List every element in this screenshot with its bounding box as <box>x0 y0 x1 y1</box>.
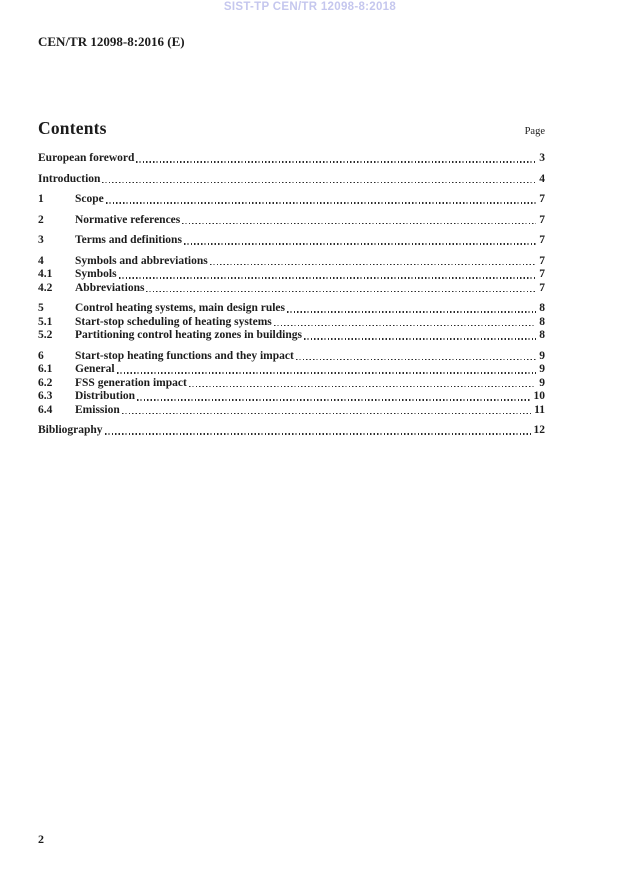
toc-entry-label: European foreword <box>38 152 135 164</box>
toc-entry[interactable] <box>38 193 545 207</box>
toc-dot-leader <box>296 359 536 360</box>
toc-dot-leader <box>184 243 536 244</box>
toc-entry-number: 6.3 <box>38 390 53 402</box>
toc-entry-label: Scope <box>75 193 104 205</box>
toc-entry-page: 9 <box>539 363 545 375</box>
toc-dot-leader <box>304 338 536 339</box>
toc-entry[interactable] <box>38 282 545 296</box>
toc-entry[interactable] <box>38 152 545 166</box>
document-reference: CEN/TR 12098-8:2016 (E) <box>38 34 185 49</box>
contents-header <box>38 118 545 139</box>
toc-entry-page: 7 <box>539 268 545 280</box>
toc-entry-label: Introduction <box>38 172 101 185</box>
toc-dot-leader <box>182 223 536 224</box>
toc-entry-label: Distribution <box>75 390 136 402</box>
toc-entry-label: Abbreviations <box>75 281 145 294</box>
toc-entry-label: Normative references <box>75 213 181 226</box>
toc-entry-page: 11 <box>534 403 545 416</box>
toc-entry-label: Emission <box>75 403 120 416</box>
toc-dot-leader <box>122 413 531 414</box>
toc-dot-leader <box>274 325 536 326</box>
toc-dot-leader <box>287 311 536 312</box>
toc-entry[interactable] <box>38 350 545 364</box>
toc-entry-number: 1 <box>38 193 44 205</box>
toc-entry[interactable] <box>38 329 545 343</box>
toc-entry-page: 9 <box>539 376 545 389</box>
toc-entry[interactable] <box>38 390 545 404</box>
contents-title: Contents <box>38 118 107 138</box>
toc-dot-leader <box>146 291 536 292</box>
toc-entry-page: 7 <box>539 234 545 246</box>
toc-entry-page: 8 <box>539 302 545 314</box>
toc-dot-leader <box>136 161 536 162</box>
toc-entry-number: 6.1 <box>38 363 53 375</box>
toc-entry-label: Partitioning control heating zones in buildings <box>75 329 302 341</box>
watermark-text: SIST-TP CEN/TR 12098-8:2018 <box>223 1 397 13</box>
toc-entry-number: 4 <box>38 254 44 267</box>
toc-dot-leader <box>117 372 537 373</box>
toc-entry[interactable] <box>38 173 545 187</box>
toc-entry-page: 7 <box>539 254 545 267</box>
toc-entry-label: Symbols <box>75 268 117 280</box>
toc-entry[interactable] <box>38 363 545 377</box>
toc-entry-label: General <box>75 363 115 375</box>
toc-entry-number: 4.2 <box>38 281 53 294</box>
toc-entry-label: Start-stop heating functions and they impact <box>75 349 294 362</box>
toc-entry-number: 6.4 <box>38 403 53 416</box>
toc-entry-page: 8 <box>539 315 545 328</box>
footer-page-number: 2 <box>38 832 44 846</box>
toc-dot-leader <box>102 182 536 183</box>
toc-dot-leader <box>137 399 530 400</box>
toc-entry-page: 4 <box>539 172 545 185</box>
toc-entry-number: 4.1 <box>38 268 53 280</box>
toc-entry-page: 9 <box>539 349 545 362</box>
toc-entry-number: 5.2 <box>38 329 53 341</box>
toc-entry-label: Bibliography <box>38 424 103 436</box>
toc-entry-label: Terms and definitions <box>75 234 182 246</box>
toc-entry-number: 6 <box>38 349 44 362</box>
toc-entry-label: FSS generation impact <box>75 376 187 389</box>
toc-entry-number: 3 <box>38 234 44 246</box>
toc-dot-leader <box>189 386 536 387</box>
toc-entry-label: Symbols and abbreviations <box>75 254 208 267</box>
toc-entry[interactable] <box>38 234 545 248</box>
toc-entry-label: Control heating systems, main design rules <box>75 302 285 314</box>
toc-entry-label: Start-stop scheduling of heating systems <box>75 315 272 328</box>
toc-entry-page: 12 <box>533 424 545 436</box>
toc-entry-page: 10 <box>533 390 545 402</box>
toc-entry-page: 8 <box>539 329 545 341</box>
toc-entry[interactable] <box>38 255 545 269</box>
toc-dot-leader <box>105 433 531 434</box>
toc-entry[interactable] <box>38 302 545 316</box>
table-of-contents <box>38 152 545 438</box>
toc-entry-page: 7 <box>539 193 545 205</box>
toc-entry[interactable] <box>38 316 545 330</box>
toc-entry[interactable] <box>38 424 545 438</box>
toc-entry-page: 3 <box>539 152 545 164</box>
toc-entry-number: 2 <box>38 213 44 226</box>
toc-entry[interactable] <box>38 377 545 391</box>
toc-entry[interactable] <box>38 268 545 282</box>
toc-entry-number: 5.1 <box>38 315 53 328</box>
toc-entry-number: 5 <box>38 302 44 314</box>
toc-entry[interactable] <box>38 214 545 228</box>
toc-dot-leader <box>119 277 537 278</box>
toc-dot-leader <box>210 264 537 265</box>
toc-entry-page: 7 <box>539 281 545 294</box>
toc-entry-number: 6.2 <box>38 376 53 389</box>
toc-entry-page: 7 <box>539 213 545 226</box>
toc-entry[interactable] <box>38 404 545 418</box>
page-column-label: Page <box>524 126 545 137</box>
toc-dot-leader <box>106 202 537 203</box>
